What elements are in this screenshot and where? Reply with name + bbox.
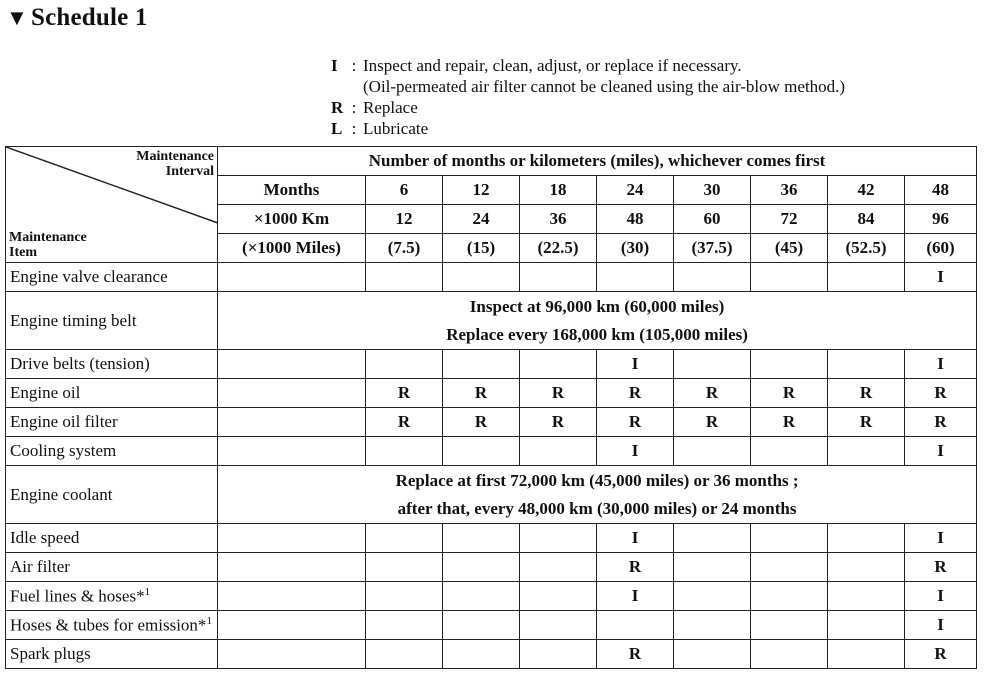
months-value: 12 — [443, 176, 520, 205]
schedule-cell: I — [597, 350, 674, 379]
table-row — [6, 466, 977, 524]
maintenance-schedule-table — [5, 146, 977, 669]
miles-value: (37.5) — [674, 234, 751, 263]
miles-value: (45) — [751, 234, 828, 263]
maintenance-item-label: Engine timing belt — [10, 310, 137, 330]
maintenance-item-cell — [6, 524, 218, 553]
table-row — [6, 437, 977, 466]
legend-lubricate — [331, 118, 845, 139]
legend-replace — [331, 97, 845, 118]
legend-note: (Oil-permeated air filter cannot be cleaned using the air-blow method.) — [363, 77, 846, 96]
schedule-cell — [366, 582, 443, 611]
legend-key: I — [331, 56, 338, 75]
schedule-cell — [520, 640, 597, 669]
schedule-cell: R — [443, 379, 520, 408]
months-value: 24 — [597, 176, 674, 205]
schedule-cell — [443, 640, 520, 669]
schedule-cell — [751, 611, 828, 640]
maintenance-item-cell — [6, 582, 218, 611]
schedule-cell — [674, 437, 751, 466]
span-note-line: Replace at first 72,000 km (45,000 miles) or 36 months ; — [395, 470, 799, 490]
schedule-cell: R — [597, 408, 674, 437]
schedule-cell — [828, 350, 905, 379]
span-note-line: Replace every 168,000 km (105,000 miles) — [446, 324, 748, 344]
interval-span-header: Number of months or kilometers (miles), whichever comes first — [218, 147, 977, 176]
maintenance-item-label: Fuel lines & hoses* — [10, 586, 145, 606]
header-corner-cell — [6, 147, 218, 263]
maintenance-item-cell — [6, 553, 218, 582]
maintenance-item-label: Hoses & tubes for emission* — [10, 615, 207, 635]
maintenance-item-cell — [6, 437, 218, 466]
schedule-cell: R — [674, 408, 751, 437]
table-row — [6, 350, 977, 379]
blank-cell — [218, 582, 366, 611]
miles-value: (7.5) — [366, 234, 443, 263]
table-row — [6, 408, 977, 437]
maintenance-item-label: Engine oil filter — [10, 412, 118, 431]
corner-text: Maintenance — [136, 149, 214, 164]
footnote-marker: 1 — [144, 585, 151, 598]
km-label: ×1000 Km — [218, 205, 366, 234]
page-title — [6, 4, 148, 32]
miles-value: (60) — [905, 234, 977, 263]
schedule-cell: R — [905, 640, 977, 669]
legend-key: L — [331, 119, 343, 138]
schedule-cell: R — [366, 408, 443, 437]
schedule-cell — [366, 640, 443, 669]
schedule-cell: R — [674, 379, 751, 408]
table-row — [6, 640, 977, 669]
miles-value: (15) — [443, 234, 520, 263]
schedule-cell — [366, 611, 443, 640]
miles-label: (×1000 Miles) — [218, 234, 366, 263]
schedule-cell — [366, 437, 443, 466]
schedule-cell — [443, 611, 520, 640]
schedule-cell — [751, 582, 828, 611]
maintenance-item-label: Drive belts (tension) — [10, 354, 150, 373]
legend-separator: : — [351, 98, 357, 117]
months-value: 30 — [674, 176, 751, 205]
maintenance-item-cell — [6, 611, 218, 640]
blank-cell — [218, 640, 366, 669]
maintenance-item-label: Engine coolant — [10, 484, 113, 504]
schedule-cell — [751, 640, 828, 669]
legend — [331, 55, 845, 139]
title-text: Schedule 1 — [30, 4, 148, 31]
legend-inspect — [331, 55, 845, 76]
schedule-cell — [597, 611, 674, 640]
schedule-cell — [828, 640, 905, 669]
maintenance-item-cell — [6, 640, 218, 669]
blank-cell — [218, 350, 366, 379]
blank-cell — [218, 437, 366, 466]
maintenance-item-cell — [6, 350, 218, 379]
schedule-cell: R — [597, 640, 674, 669]
legend-separator: : — [351, 119, 357, 138]
schedule-cell — [828, 524, 905, 553]
schedule-cell: R — [366, 379, 443, 408]
schedule-cell: I — [905, 524, 977, 553]
table-row — [6, 524, 977, 553]
table-row — [6, 611, 977, 640]
months-value: 48 — [905, 176, 977, 205]
blank-cell — [218, 611, 366, 640]
footnote-marker: 1 — [206, 614, 212, 627]
schedule-cell: R — [597, 553, 674, 582]
km-value: 84 — [828, 205, 905, 234]
schedule-cell — [828, 582, 905, 611]
schedule-cell: R — [443, 408, 520, 437]
schedule-cell — [674, 640, 751, 669]
schedule-cell: R — [828, 379, 905, 408]
table-row — [6, 263, 977, 292]
schedule-cell: I — [905, 350, 977, 379]
schedule-cell — [751, 553, 828, 582]
legend-text: Replace — [363, 98, 418, 117]
schedule-cell: I — [905, 611, 977, 640]
schedule-cell — [366, 524, 443, 553]
triangle-down-icon: ▼ — [6, 5, 28, 30]
months-value: 36 — [751, 176, 828, 205]
schedule-cell: R — [905, 379, 977, 408]
blank-cell — [218, 553, 366, 582]
schedule-cell: I — [905, 437, 977, 466]
blank-cell — [218, 524, 366, 553]
table-row — [6, 553, 977, 582]
schedule-cell: R — [751, 408, 828, 437]
schedule-cell — [520, 263, 597, 292]
schedule-cell — [443, 582, 520, 611]
corner-text: Maintenance — [9, 230, 87, 245]
schedule-cell — [520, 437, 597, 466]
schedule-cell — [443, 263, 520, 292]
maintenance-item-label: Engine oil — [10, 383, 81, 402]
km-value: 48 — [597, 205, 674, 234]
months-label: Months — [218, 176, 366, 205]
schedule-cell — [366, 553, 443, 582]
schedule-cell: I — [597, 582, 674, 611]
miles-value: (30) — [597, 234, 674, 263]
schedule-cell: R — [597, 379, 674, 408]
miles-value: (22.5) — [520, 234, 597, 263]
corner-text: Interval — [165, 164, 214, 179]
maintenance-item-cell — [6, 379, 218, 408]
maintenance-item-label: Air filter — [10, 557, 70, 576]
km-value: 36 — [520, 205, 597, 234]
schedule-cell — [443, 553, 520, 582]
schedule-cell — [520, 524, 597, 553]
schedule-cell — [751, 437, 828, 466]
schedule-cell — [751, 524, 828, 553]
maintenance-item-label: Engine valve clearance — [10, 267, 168, 286]
schedule-cell — [520, 553, 597, 582]
schedule-cell: R — [520, 379, 597, 408]
km-value: 60 — [674, 205, 751, 234]
legend-text: Inspect and repair, clean, adjust, or replace if necessary. — [363, 56, 742, 75]
maintenance-item-label — [9, 230, 87, 260]
schedule-cell — [520, 350, 597, 379]
schedule-cell — [828, 611, 905, 640]
schedule-cell — [674, 582, 751, 611]
km-value: 96 — [905, 205, 977, 234]
schedule-cell — [674, 553, 751, 582]
maintenance-item-cell — [6, 263, 218, 292]
maintenance-item-label: Cooling system — [10, 441, 117, 460]
schedule-cell — [674, 524, 751, 553]
schedule-cell — [828, 263, 905, 292]
legend-separator: : — [351, 56, 357, 75]
schedule-cell — [751, 350, 828, 379]
schedule-cell: R — [905, 408, 977, 437]
maintenance-interval-label — [136, 149, 214, 179]
schedule-cell — [443, 437, 520, 466]
blank-cell — [218, 408, 366, 437]
schedule-cell: R — [751, 379, 828, 408]
maintenance-item-label: Spark plugs — [10, 644, 91, 663]
months-value: 18 — [520, 176, 597, 205]
schedule-cell: I — [905, 263, 977, 292]
schedule-cell — [520, 611, 597, 640]
schedule-cell — [443, 350, 520, 379]
schedule-cell — [674, 350, 751, 379]
maintenance-item-cell — [6, 292, 218, 350]
schedule-cell — [597, 263, 674, 292]
schedule-cell — [674, 263, 751, 292]
schedule-cell: I — [905, 582, 977, 611]
corner-text: Item — [9, 245, 37, 260]
maintenance-item-cell — [6, 466, 218, 524]
span-note-cell — [218, 466, 977, 524]
schedule-cell: I — [597, 524, 674, 553]
table-row — [6, 582, 977, 611]
km-value: 72 — [751, 205, 828, 234]
legend-text: Lubricate — [363, 119, 429, 138]
schedule-cell — [366, 350, 443, 379]
schedule-cell — [828, 437, 905, 466]
schedule-cell — [366, 263, 443, 292]
blank-cell — [218, 263, 366, 292]
schedule-cell — [674, 611, 751, 640]
km-value: 24 — [443, 205, 520, 234]
months-value: 42 — [828, 176, 905, 205]
maintenance-item-cell — [6, 408, 218, 437]
table-row — [6, 292, 977, 350]
span-note-line: after that, every 48,000 km (30,000 miles) or 24 months — [397, 498, 797, 518]
schedule-cell: R — [828, 408, 905, 437]
months-value: 6 — [366, 176, 443, 205]
schedule-cell — [828, 553, 905, 582]
maintenance-item-label: Idle speed — [10, 528, 80, 547]
schedule-cell: R — [905, 553, 977, 582]
span-note-cell — [218, 292, 977, 350]
miles-value: (52.5) — [828, 234, 905, 263]
km-value: 12 — [366, 205, 443, 234]
schedule-cell — [751, 263, 828, 292]
table-row — [6, 379, 977, 408]
schedule-cell: R — [520, 408, 597, 437]
blank-cell — [218, 379, 366, 408]
schedule-cell: I — [597, 437, 674, 466]
span-note-line: Inspect at 96,000 km (60,000 miles) — [469, 296, 725, 316]
schedule-cell — [520, 582, 597, 611]
schedule-cell — [443, 524, 520, 553]
legend-key: R — [331, 98, 344, 117]
